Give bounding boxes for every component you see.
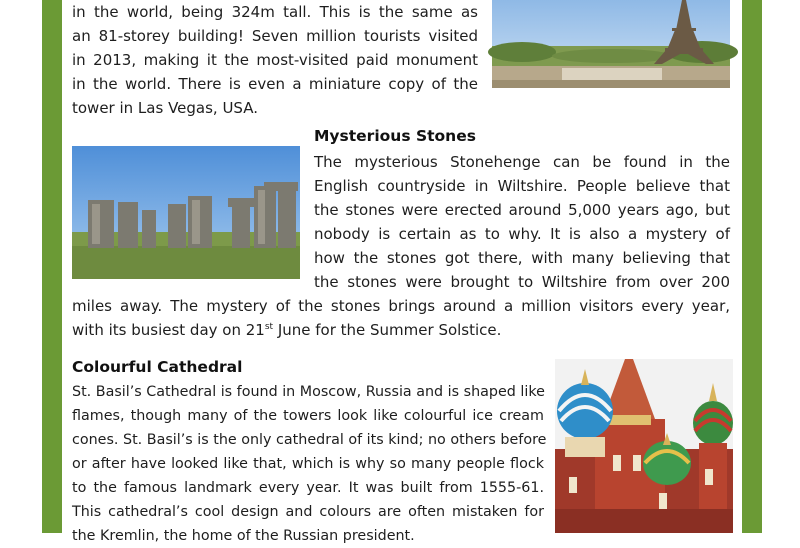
eiffel-tower-photo	[492, 0, 730, 88]
cathedral-line: cones. St. Basil’s is the only cathedral of its kind; no others before	[72, 432, 547, 448]
cathedral-line: to the famous landmark every year. It was built from 1555-61.	[72, 480, 544, 496]
eiffel-line: an 81-storey building! Seven million tourists visited	[72, 27, 478, 45]
cathedral-line: This cathedral’s cool design and colours are often mistaken for	[72, 504, 544, 520]
stonehenge-line: The mysterious Stonehenge can be found in the	[314, 153, 730, 171]
stonehenge-heading: Mysterious Stones	[314, 127, 476, 145]
page-border-left	[42, 0, 62, 533]
ordinal-suffix: st	[264, 322, 274, 332]
stonehenge-line: the stones were brought to Wiltshire from over 200	[314, 273, 730, 291]
eiffel-line: in 2013, making it the most-visited paid monument	[72, 51, 478, 69]
stonehenge-photo	[72, 146, 300, 279]
eiffel-paragraph	[72, 0, 478, 120]
eiffel-line: tower in Las Vegas, USA.	[72, 99, 258, 117]
date-text: with its busiest day on 21	[72, 321, 265, 339]
eiffel-line: in the world. There is even a miniature copy of the	[72, 75, 478, 93]
stonehenge-line: how the stones got there, with many believing that	[314, 249, 730, 267]
st-basils-cathedral-photo	[555, 359, 733, 533]
stonehenge-line: miles away. The mystery of the stones brings around a million visitors every year,	[72, 297, 730, 315]
stonehenge-paragraph-continued	[72, 294, 730, 342]
cathedral-line: or after have looked like that, which is why so many people flock	[72, 456, 544, 472]
page-border-right	[742, 0, 762, 533]
stonehenge-paragraph	[314, 150, 730, 294]
stonehenge-line: the stones were erected around 5,000 years ago, but	[314, 201, 730, 219]
eiffel-line: in the world, being 324m tall. This is the same as	[72, 3, 478, 21]
cathedral-line: flames, though many of the towers look like colourful ice cream	[72, 408, 544, 424]
date-text-end: June for the Summer Solstice.	[273, 321, 502, 339]
stonehenge-last-line	[72, 318, 730, 342]
cathedral-heading: Colourful Cathedral	[72, 358, 243, 376]
stonehenge-line: English countryside in Wiltshire. People believe that	[314, 177, 730, 195]
cathedral-line: St. Basil’s Cathedral is found in Moscow, Russia and is shaped like	[72, 384, 545, 400]
worksheet-page	[62, 0, 742, 544]
cathedral-line: the Kremlin, the home of the Russian president.	[72, 528, 415, 544]
cathedral-paragraph	[72, 380, 547, 548]
stonehenge-line: nobody is certain as to why. It is also a mystery of	[314, 225, 730, 243]
